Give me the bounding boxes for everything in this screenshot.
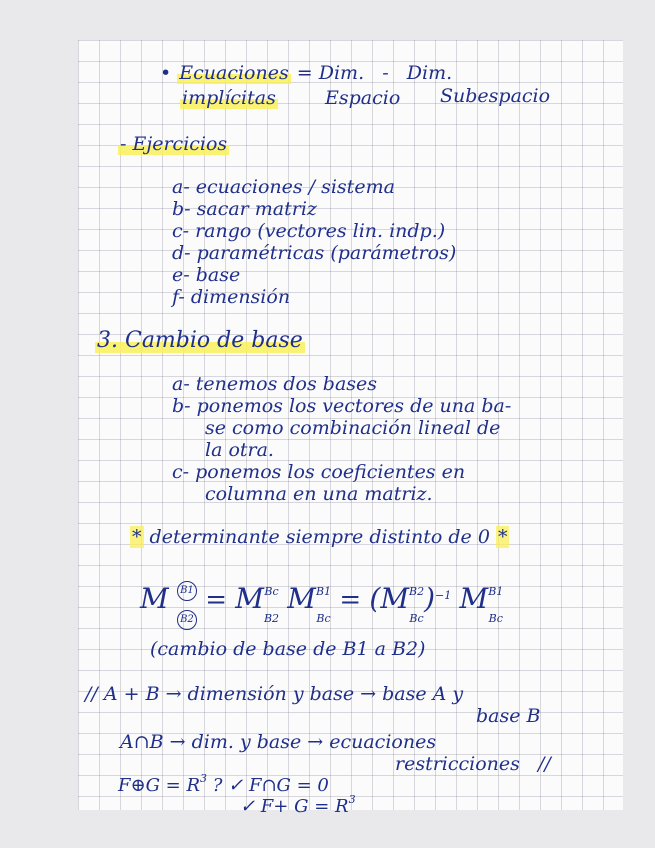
ejercicio-c: c- rango (vectores lin. indp.) xyxy=(172,220,446,242)
bullet: • xyxy=(160,62,172,84)
formula-eq-2: = xyxy=(339,585,362,615)
note-3a: F⊕G = R xyxy=(118,775,201,796)
cambio-b1: b- ponemos los vectores de una ba- xyxy=(172,395,512,417)
cambio-b2: se como combinación lineal de xyxy=(205,417,501,439)
circled-b1: B1 xyxy=(177,581,197,601)
note-2d: restricciones xyxy=(395,753,520,775)
note-2e: // xyxy=(538,753,551,775)
determinante-text: determinante siempre distinto de 0 xyxy=(149,526,490,548)
eq-word: Ecuaciones xyxy=(179,62,289,84)
circled-b2: B2 xyxy=(177,610,197,630)
note-3c-exp: 3 xyxy=(348,793,356,806)
paren-open: ( xyxy=(369,582,381,615)
formula-m-3: M xyxy=(287,582,316,615)
dim2-sub: Subespacio xyxy=(440,85,551,107)
formula-caption: (cambio de base de B1 a B2) xyxy=(150,638,426,660)
note-3-exp: 3 xyxy=(200,772,208,785)
formula-m3-idx: B1 Bc xyxy=(315,584,332,625)
formula xyxy=(140,572,503,630)
dim2: Dim. xyxy=(406,62,453,84)
note-1d: base B xyxy=(476,705,541,727)
header-row-1 xyxy=(160,64,452,83)
note-2b: → dim. y base xyxy=(169,731,302,753)
eq-word2: implícitas xyxy=(182,87,276,109)
note-line-4 xyxy=(240,794,356,816)
header-row-2 xyxy=(180,89,278,108)
note-2c: → ecuaciones xyxy=(307,731,437,753)
determinante-line xyxy=(130,528,509,547)
note-3q: ? xyxy=(212,775,223,796)
dim1: Dim. xyxy=(318,62,365,84)
note-3b: ✓ F∩G = 0 xyxy=(228,775,329,796)
note-1b: → dimensión y base xyxy=(165,683,355,705)
paren-close: ) xyxy=(424,582,436,615)
formula-circled-bases xyxy=(177,572,197,630)
note-line-1 xyxy=(85,685,463,704)
ejercicios-title xyxy=(118,135,229,154)
ejercicio-e: e- base xyxy=(172,264,241,286)
note-1a: // A + B xyxy=(85,683,160,705)
formula-m: M xyxy=(140,582,169,615)
cambio-a: a- tenemos dos bases xyxy=(172,373,378,395)
formula-m2-idx: Bc B2 xyxy=(263,584,280,625)
formula-eq-1: = xyxy=(205,585,227,615)
ejercicios-title-text: - Ejercicios xyxy=(120,133,228,155)
cambio-title xyxy=(95,330,305,352)
equals: = xyxy=(296,62,313,84)
note-line-2b xyxy=(395,755,551,774)
formula-m5-idx: B1 Bc xyxy=(488,584,504,625)
cambio-c2: columna en una matriz. xyxy=(205,483,433,505)
formula-inverse: −1 xyxy=(435,589,452,602)
star-right: * xyxy=(497,526,508,548)
cambio-c1: c- ponemos los coeficientes en xyxy=(172,461,466,483)
note-2a: A∩B xyxy=(120,731,164,753)
note-line-2 xyxy=(120,733,436,752)
cambio-title-text: 3. Cambio de base xyxy=(97,328,303,353)
note-3c: ✓ F+ G = R xyxy=(240,796,349,817)
note-line-3 xyxy=(118,773,329,795)
ejercicio-a: a- ecuaciones / sistema xyxy=(172,176,395,198)
note-1c: → base A y xyxy=(360,683,464,705)
formula-m-2: M xyxy=(235,582,264,615)
ejercicio-b: b- sacar matriz xyxy=(172,198,317,220)
formula-m-5: M xyxy=(459,582,489,615)
dim1-sub: Espacio xyxy=(325,87,401,109)
formula-m4-idx: B2 Bc xyxy=(409,584,425,625)
ejercicio-f: f- dimensión xyxy=(172,286,291,308)
formula-m-4: M xyxy=(380,582,409,615)
cambio-b3: la otra. xyxy=(205,439,274,461)
minus: - xyxy=(382,62,389,84)
star-left: * xyxy=(132,526,142,548)
ejercicio-d: d- paramétricas (parámetros) xyxy=(172,242,457,264)
